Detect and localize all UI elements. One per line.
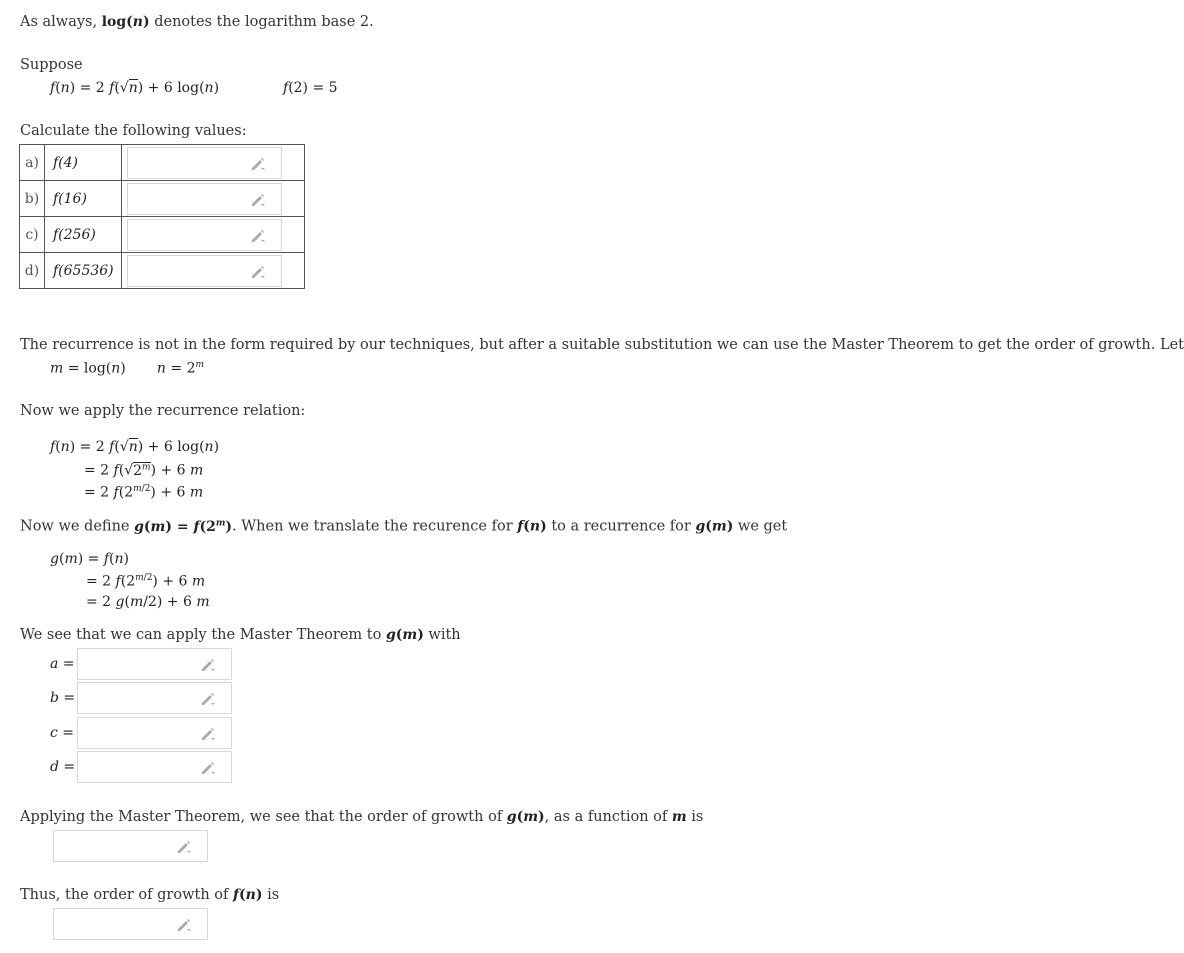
row-function: f(65536) bbox=[45, 253, 122, 289]
answer-input-c[interactable] bbox=[127, 219, 282, 251]
g-line-2: = 2 $f(2^{m/2}) + 6$ m bbox=[86, 573, 206, 590]
pencil-icon[interactable] bbox=[249, 228, 267, 244]
derivation-line-1: f(n) = 2 f(√n) + 6 log(n) bbox=[50, 439, 220, 455]
intro-line: As always, log(n) denotes the logarithm base 2. bbox=[20, 14, 374, 30]
param-d-label: d = bbox=[50, 759, 76, 775]
g-line-1: g(m) = f(n) bbox=[50, 551, 129, 567]
pencil-icon[interactable] bbox=[175, 839, 193, 855]
answer-input-d[interactable] bbox=[127, 255, 282, 287]
recurrence-definition: f(n) = 2 f(√n) + 6 log(n) bbox=[50, 80, 220, 96]
values-table bbox=[19, 144, 305, 289]
master-theorem-apply: We see that we can apply the Master Theorem to g(m) with bbox=[20, 627, 461, 643]
pencil-icon[interactable] bbox=[199, 657, 217, 673]
answer-input-a[interactable] bbox=[127, 147, 282, 179]
param-c-label: c = bbox=[50, 725, 75, 741]
g-line-3: = 2 g(m/2) + 6 m bbox=[86, 594, 210, 610]
substitution: m = log(n) $n = 2^m$ bbox=[50, 360, 205, 377]
calc-prompt: Calculate the following values: bbox=[20, 123, 247, 139]
table-row bbox=[20, 145, 305, 181]
param-a-label: a = bbox=[50, 656, 75, 672]
pencil-icon[interactable] bbox=[249, 264, 267, 280]
param-d-input[interactable] bbox=[77, 751, 232, 783]
table-row bbox=[20, 253, 305, 289]
row-function: f(256) bbox=[45, 217, 122, 253]
pencil-icon[interactable] bbox=[249, 192, 267, 208]
row-label: b) bbox=[20, 181, 45, 217]
growth-g-input[interactable] bbox=[53, 830, 208, 862]
param-b-label: b = bbox=[50, 690, 76, 706]
log-n-expr: log(n) bbox=[101, 14, 150, 30]
pencil-icon[interactable] bbox=[199, 760, 217, 776]
applying-text: Applying the Master Theorem, we see that the order of growth of g(m), as a function of m is bbox=[20, 809, 704, 825]
table-row bbox=[20, 217, 305, 253]
row-label: c) bbox=[20, 217, 45, 253]
thus-text: Thus, the order of growth of f(n) is bbox=[20, 887, 280, 903]
derivation-line-3: = 2 $f(2^{m/2}) + 6$ m bbox=[84, 484, 204, 501]
row-function: f(4) bbox=[45, 145, 122, 181]
table-row bbox=[20, 181, 305, 217]
row-label: d) bbox=[20, 253, 45, 289]
growth-f-input[interactable] bbox=[53, 908, 208, 940]
derivation-line-2: = 2 $f(√2^m) + 6$ m bbox=[84, 462, 204, 479]
pencil-icon[interactable] bbox=[249, 156, 267, 172]
pencil-icon[interactable] bbox=[199, 691, 217, 707]
param-c-input[interactable] bbox=[77, 717, 232, 749]
param-b-input[interactable] bbox=[77, 682, 232, 714]
answer-input-b[interactable] bbox=[127, 183, 282, 215]
apply-relation-label: Now we apply the recurrence relation: bbox=[20, 403, 306, 419]
pencil-icon[interactable] bbox=[175, 917, 193, 933]
base-case: f(2) = 5 bbox=[283, 80, 338, 96]
param-a-input[interactable] bbox=[77, 648, 232, 680]
row-label: a) bbox=[20, 145, 45, 181]
define-g-text: Now we define $g(m) = f(2^m)$. When we translate the recurence for f(n) to a recurrence for g(m) we get bbox=[20, 518, 788, 535]
row-function: f(16) bbox=[45, 181, 122, 217]
recurrence-note: The recurrence is not in the form required by our techniques, but after a suitable substitution we can use the Master Theorem to get the order of growth. Let bbox=[20, 337, 1184, 353]
pencil-icon[interactable] bbox=[199, 726, 217, 742]
suppose-label: Suppose bbox=[20, 57, 83, 73]
